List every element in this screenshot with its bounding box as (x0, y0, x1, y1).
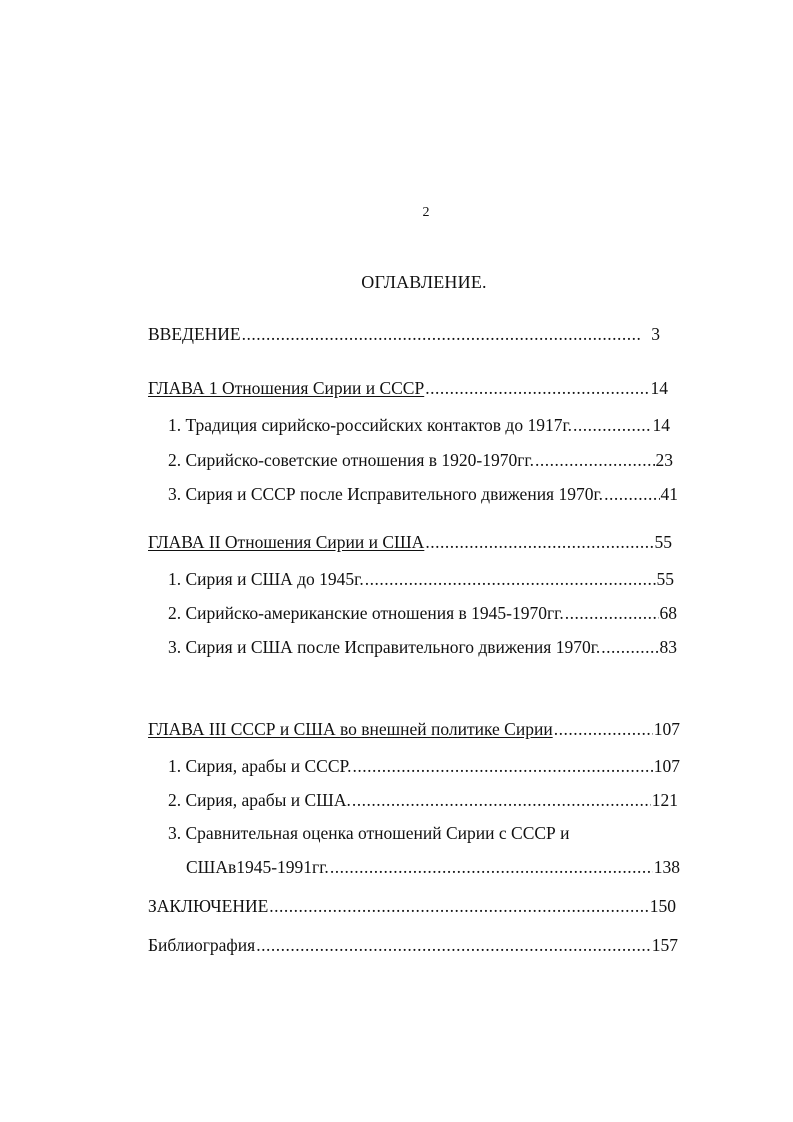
toc-title: ОГЛАВЛЕНИЕ. (361, 272, 487, 292)
dot-leader (256, 934, 651, 956)
toc-entry-introduction (148, 323, 660, 345)
entry-page: 121 (651, 790, 678, 810)
toc-entry-section-2-3 (168, 636, 677, 658)
dot-leader (365, 568, 656, 590)
toc-entry-section-2-2 (168, 602, 677, 624)
dot-leader (242, 323, 643, 345)
dot-leader (554, 718, 653, 740)
toc-entry-bibliography (148, 934, 678, 956)
entry-label: 1. Сирия и США до 1945г. (168, 569, 364, 589)
entry-page: 68 (659, 603, 677, 623)
dot-leader (573, 414, 651, 436)
entry-page: 3 (651, 324, 660, 344)
entry-page: 23 (655, 450, 673, 470)
toc-entry-section-3-1 (168, 755, 680, 777)
toc-entry-section-3-3 (186, 856, 680, 878)
toc-entry-section-1-1 (168, 414, 670, 436)
entry-page: 41 (660, 484, 678, 504)
entry-page: 157 (651, 935, 678, 955)
dot-leader (269, 895, 648, 917)
page-number: 2 (422, 205, 430, 220)
toc-entry-chapter-3 (148, 718, 680, 740)
dot-leader (352, 755, 652, 777)
entry-label: ГЛАВА III СССР и США во внешней политике Сирии (148, 719, 553, 739)
toc-entry-section-1-2 (168, 449, 673, 471)
entry-label: СШАв1945-1991гг. (186, 857, 329, 877)
entry-page: 14 (652, 415, 670, 435)
entry-page: 138 (653, 857, 680, 877)
entry-page: 55 (654, 532, 672, 552)
dot-leader (352, 789, 651, 811)
dot-leader (565, 602, 659, 624)
dot-leader (330, 856, 653, 878)
entry-label: 1. Сирия, арабы и СССР. (168, 756, 352, 776)
toc-entry-section-2-1 (168, 568, 674, 590)
entry-label: ГЛАВА 1 Отношения Сирии и СССР (148, 378, 425, 398)
entry-label: Библиография (148, 935, 256, 955)
dot-leader (425, 531, 653, 553)
entry-page: 14 (650, 378, 668, 398)
entry-label: ГЛАВА II Отношения Сирии и США (148, 532, 425, 552)
toc-entry-section-3-3-line1: 3. Сравнительная оценка отношений Сирии с СССР и (168, 823, 570, 843)
entry-label: ВВЕДЕНИЕ (148, 324, 241, 344)
dot-leader (601, 636, 658, 658)
entry-label: 2. Сирия, арабы и США. (168, 790, 351, 810)
toc-entry-section-3-2 (168, 789, 678, 811)
entry-label: 2. Сирийско-советские отношения в 1920-1970гг. (168, 450, 534, 470)
entry-page: 150 (649, 896, 676, 916)
entry-label: ЗАКЛЮЧЕНИЕ (148, 896, 269, 916)
toc-entry-conclusion (148, 895, 676, 917)
toc-entry-chapter-2 (148, 531, 672, 553)
entry-label: 3. Сирия и США после Исправительного движения 1970г. (168, 637, 601, 657)
entry-page: 55 (656, 569, 674, 589)
dot-leader (425, 377, 649, 399)
dot-leader (535, 449, 655, 471)
entry-label: 1. Традиция сирийско-российских контактов до 1917г. (168, 415, 573, 435)
toc-entry-section-1-3 (168, 483, 678, 505)
entry-page: 107 (653, 719, 680, 739)
entry-label: 3. Сирия и СССР после Исправительного движения 1970г. (168, 484, 604, 504)
entry-label: 2. Сирийско-американские отношения в 1945-1970гг. (168, 603, 564, 623)
entry-page: 107 (653, 756, 680, 776)
dot-leader (604, 483, 659, 505)
toc-entry-chapter-1 (148, 377, 668, 399)
entry-page: 83 (659, 637, 677, 657)
